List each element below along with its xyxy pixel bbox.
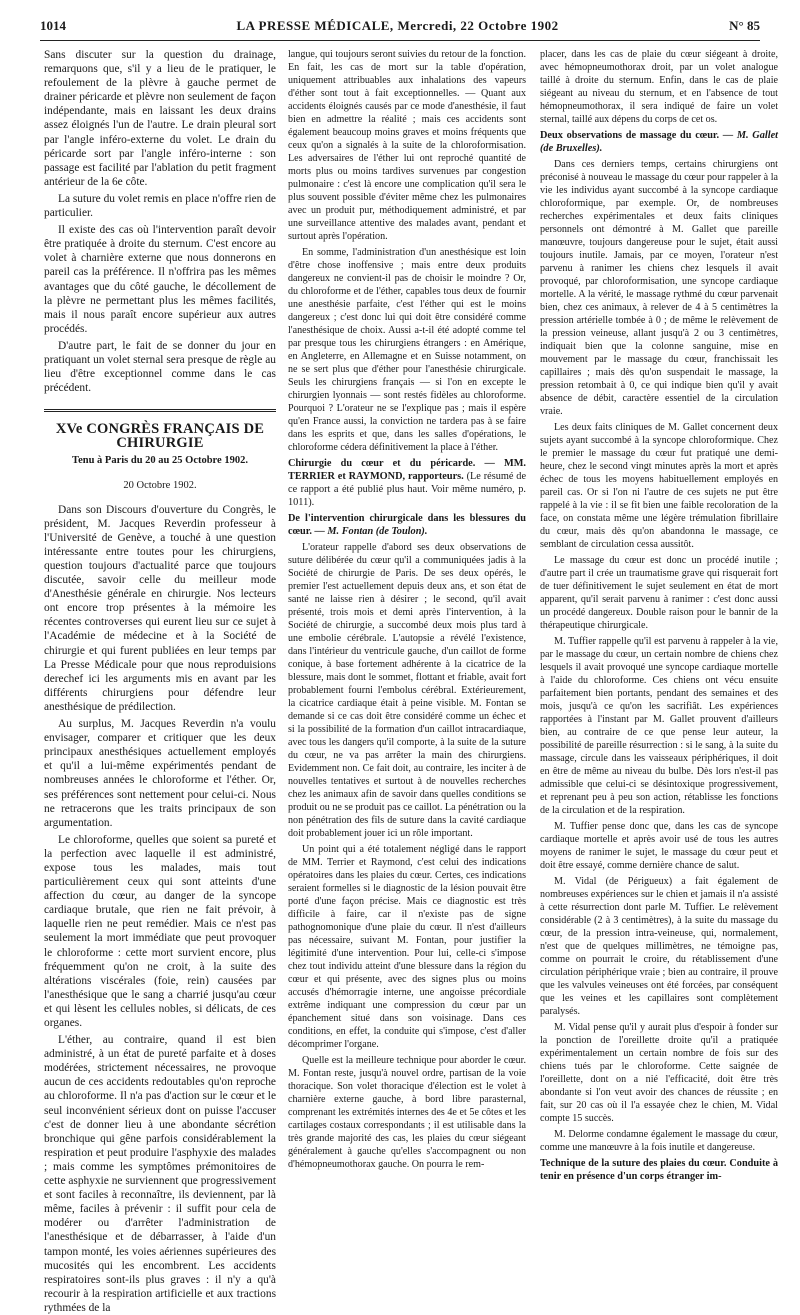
- column-2: [288, 48, 527, 1170]
- paragraph: Un point qui a été totalement négligé dans le rapport de MM. Terrier et Raymond, c'est celui des indications opératoires dans les plaies du cœur. Certes, ces indications seraient formelles si le diagnostic de la lésion pouvait être porté d'une façon précise. Mais ce diagnostic est très difficile à faire, car il n'existe pas de signe pathognomonique d'une plaie du cœur. Il n'est d'ailleurs pas nécessaire, suivant M. Fontan, pour justifier la légitimité d'une intervention. Pour lui, celle-ci s'impose chez tout individu atteint d'une blessure dans la région du cœur et qui présente, avec des signes plus ou moins accusés d'hémorragie interne, une angoisse précordiale extrême indiquant une compression du cœur par un épanchement situé dans son voisinage. Dans ces conditions, en effet, la conduite qui s'impose, c'est d'aller décomprimer l'organe.: [288, 844, 526, 1050]
- paragraph: M. Delorme condamne également le massage du cœur, comme une manœuvre à la fois inutile et dangereuse.: [540, 1129, 778, 1153]
- section-heading: [288, 512, 526, 538]
- section-heading: [288, 457, 526, 509]
- column-3: [540, 48, 778, 1182]
- section-title: Chirurgie du cœur et du péricarde. — MM. TERRIER et RAYMOND, rapporteurs.: [288, 458, 526, 482]
- paragraph: Dans son Discours d'ouverture du Congrès, le président, M. Jacques Reverdin professeur à l'Université de Genève, a touché à une question intéressante entre toutes pour les chirurgiens, question toujours d'actualité parce que toujours discutée, savoir celle du meilleur mode d'Anesthésie générale en chirurgie. Nos lecteurs ont encore trop présentes à la mémoire les récentes controverses qui eurent lieu sur ce sujet à l'Académie de médecine et à la Société de chirurgie et qui furent publiées en leur temps par La Presse Médicale pour que nous reproduisions derechef ici les arguments mis en avant par les différents chirurgiens pour défendre leur anesthésique de prédilection.: [44, 503, 276, 713]
- paragraph: Quelle est la meilleure technique pour aborder le cœur. M. Fontan reste, jusqu'à nouvel ordre, partisan de la voie thoracique. Son volet thoracique d'élection est le volet à charnière externe gauche, à bord libre parasternal, comprenant les extrémités internes des 4e et 5e côtes et les cartilages costaux correspondants ; il est utilisable dans la très grande majorité des cas, les plaies du cœur siégeant généralement à gauche qu'elles s'accompagnent ou non d'hémopneumothorax gauche. On pourra le rem-: [288, 1055, 526, 1170]
- section-author: — M. Gallet (de Bruxelles).: [540, 130, 778, 154]
- journal-name: LA PRESSE MÉDICALE,: [236, 18, 394, 33]
- running-header: [40, 18, 760, 38]
- paragraph: Le chloroforme, quelles que soient sa pureté et la perfection avec laquelle il est administré, expose tous les malades, mais tout particulièrement ceux qui sont atteints d'une affection du cœur, au danger de la syncope cardiaque brutale, que rien ne fait prévoir, à laquelle rien ne peut remédier. Mais ce n'est pas seulement la mort immédiate que peut provoquer le chloroforme : cette mort survient encore, plus fréquemment qu'on ne croit, à la suite des altérations viscérales (foie, rein) causées par l'anesthésique que le sang a charrié jusqu'au cœur et qui lèsent les cellules nobles, si délicats, de ces organes.: [44, 833, 276, 1029]
- session-date: 20 Octobre 1902.: [123, 479, 197, 491]
- paragraph: Le massage du cœur est donc un procédé inutile ; d'autre part il crée un traumatisme grave qui risquerait fort de tuer définitivement le sujet seulement en état de mort apparent, qu'il serait parvenu à ranimer : c'est donc aussi un procédé dangereux. Double raison pour le bannir de la thérapeutique chirurgicale.: [540, 555, 778, 631]
- paragraph: M. Vidal pense qu'il y aurait plus d'espoir à fonder sur la ponction de l'oreillette droite qu'il a pratiquée expérimentalement un certain nombre de fois sur des chiens tués par le chloroforme. Cette saignée de l'oreillette, dont on a nié l'efficacité, doit être très abondante si l'on veut avoir des chances de réussite ; en fait, sur 20 cas où il l'a essayée chez le chien, M. Vidal compte 15 succès.: [540, 1022, 778, 1124]
- column-1: [44, 48, 276, 1314]
- paragraph: En somme, l'administration d'un anesthésique est loin d'être chose inoffensive ; mais entre deux produits dangereux ne convient-il pas de choisir le moindre ? Or, du chloroforme et de l'éther, capables tous deux de fournir une anesthésie parfaite, c'est l'éther qui est le moins dangereux ; c'est donc lui qui doit être considéré comme l'anesthésique de choix. Aussi a-t-il été adopté comme tel par presque tous les chirurgiens étrangers : en Amérique, en Angleterre, en Allemagne et en Suisse notamment, on ne se sert plus que d'éther pour l'anesthésie chirurgicale. Seuls les chirurgiens français — si l'on en excepte le chirurgien lyonnais — sont restés fidèles au chloroforme. Pourquoi ? L'orateur ne se l'explique pas ; mais il espère qu'en France aussi, la conviction ne tardera pas à se faire dans les esprits et que, dans les salles d'opérations, le chloroforme cédera définitivement la place à l'éther.: [288, 247, 526, 453]
- paragraph: L'éther, au contraire, quand il est bien administré, à un état de pureté parfaite et à doses modérées, strictement nécessaires, ne provoque aucun de ces accidents redoutables qu'on reproche au chloroforme. Il n'a pas d'action sur le cœur et le seul inconvénient sérieux dont on puisse l'accuser c'est de donner lieu à une abondante sécrétion bronchique qui gêne parfois considérablement la respiration et peut produire l'asphyxie des malades ; mais comme les symptômes prémonitoires de cette asphyxie ne surviennent que progressivement et sont faciles à reconnaître, ils deviennent, par là même, faciles à prévenir : il suffit pour cela de modérer ou d'arrêter l'administration de l'anesthésique et de débarrasser, à l'aide d'un tampon monté, les voies aériennes supérieures des mucosités qui les encombrent. Les accidents respiratoires sont-ils plus graves : il n'y a qu'à recourir à la respiration artificielle et aux tractions rythmées de la: [44, 1034, 276, 1314]
- section-divider: [44, 409, 276, 412]
- section-title: De l'intervention chirurgicale dans les blessures du cœur.: [288, 513, 526, 537]
- paragraph: placer, dans les cas de plaie du cœur siégeant à droite, avec hémopneumothorax droit, par un volet analogue taillé à droite du sternum. Enfin, dans le cas de plaie siégeant au niveau du sternum, et en l'absence de tout hémopneumothorax, il sera indiqué de faire un volet sternal, taillé aux dépens du corps de cet os.: [540, 49, 778, 125]
- paragraph: M. Vidal (de Périgueux) a fait également de nombreuses expériences sur le chien et jamais il n'a assisté à cette résurrection dont parle M. Tuffier. Le relèvement considérable (2 à 3 centimètres), à la suite du massage du cœur, de la pression intra-veineuse, qui, normalement, n'est que de quelques millimètres, ne témoigne pas, comme on pourrait le croire, du rétablissement d'une circulation périphérique vraie ; bien au contraire, il prouve que les valvules veineuses ont été forcées, par conséquent que les veines et les capillaires sont complètement paralysés.: [540, 876, 778, 1017]
- section-author: — M. Fontan (de Toulon).: [314, 526, 428, 537]
- section-title: Deux observations de massage du cœur.: [540, 130, 720, 141]
- paragraph: M. Tuffier pense donc que, dans les cas de syncope cardiaque mortelle et après avoir usé de tous les autres moyens de ranimer le sujet, le massage du cœur peut et doit être essayé, comme dernière chance de salut.: [540, 821, 778, 871]
- issue-number: N° 85: [729, 18, 760, 33]
- paragraph: L'orateur rappelle d'abord ses deux observations de suture délibérée du cœur qu'il a communiquées jadis à la Société de chirurgie de Paris. De ses deux opérés, le premier l'est actuellement depuis deux ans, et son état de santé ne laisse rien à désirer ; le second, qu'il avait présenté, trois mois et demi après l'intervention, à la Société de chirurgie, a succombé deux mois plus tard à une embolie cérébrale. L'autopsie a révélé l'existence, dans l'intérieur du ventricule gauche, d'un caillot de forme conique, à base fortement adhérente à la cicatrice de la blessure, mais dont le sommet, flottant et friable, avait fort probablement fourni l'embolus cérébral. Extérieurement, la cicatrice cardiaque était à peine visible. M. Fontan se demande si ce cas doit être considéré comme un échec et si la possibilité de la formation d'un caillot intracardiaque, avec tous les dangers qu'il comporte, à la suite de la suture du cœur, ne va pas arrêter la main des chirurgiens. Evidemment non. Ce fait doit, au contraire, les inciter à de nouvelles tentatives et surtout à de nouvelles recherches chez les animaux afin de savoir dans quelles conditions se produit ou ne se produit pas ce caillot. La pénétration ou la non pénétration des fils de suture dans la cavité cardiaque doit probablement jouer ici un rôle important.: [288, 542, 526, 839]
- paragraph: Les deux faits cliniques de M. Gallet concernent deux sujets ayant succombé à la syncope chloroformique. Chez le premier le massage du cœur fut pratiqué une demi-heure, chez le second vingt minutes après la mort et après échec de tous les moyens habituellement employés en pareil cas. Or si l'on ni l'autre de ces sujets ne put être rappelé à la vie : il se fit bien une faible recoloration de la face, on constata même une légère trémulation fibrillaire du cœur, mais dès qu'on abandonna le massage, ce semblant de circulation cessa aussitôt.: [540, 422, 778, 550]
- paragraph: langue, qui toujours seront suivies du retour de la fonction. En fait, les cas de mort sur la table d'opération, uniquement attribuables aux inhalations des vapeurs d'éther sont tout à fait exceptionnelles. — Quant aux accidents éloignés causés par ce mode d'anesthésie, il faut bien en admettre la réalité ; mais ces accidents sont également beaucoup moins graves et moins fréquents que ceux qu'on a signalés à la suite de la chloroformisation. Les adversaires de l'éther lui ont reproché quantité de morts plus ou moins tardives survenues par congestion pulmonaire : c'est là encore une complication qu'il sera le plus souvent possible d'éviter même chez les pulmonaires avec un produit pur, méthodiquement administré, et par une surveillance attentive des malades avant, pendant et surtout après l'opération.: [288, 49, 526, 242]
- congress-subtitle: Tenu à Paris du 20 au 25 Octobre 1902.: [72, 455, 248, 467]
- page-number: 1014: [40, 18, 66, 33]
- paragraph: La suture du volet remis en place n'offre rien de particulier.: [44, 192, 276, 220]
- section-heading: [540, 129, 778, 155]
- paragraph: Sans discuter sur la question du drainage, remarquons que, s'il y a lieu de le pratiquer, le refoulement de la plèvre à gauche permet de drainer péricarde et plèvre non seulement de façon indépendante, mais en laissant les deux drains assez éloignés l'un de l'autre. Le drain pleural sort par l'angle inféro-externe du volet. Le drain du péricarde sort par l'angle inféro-interne : son passage est facilité par l'ablation du petit fragment antérieur de la 6e côte.: [44, 49, 276, 188]
- section-note: (Le résumé de ce rapport a été publié plus haut. Voir même numéro, p. 1011).: [288, 471, 527, 508]
- paragraph: Il existe des cas où l'intervention paraît devoir être pratiquée à droite du sternum. C'est encore au volet à charnière externe que nous donnerons en pareil cas la préférence. Il n'offrira pas les mêmes avantages que du côté gauche, le décollement de la plèvre ne permettant plus les mêmes facilités, mais il nous paraît encore supérieur aux autres procédés.: [44, 224, 276, 335]
- congress-title: XVe CONGRÈS FRANÇAIS DE CHIRURGIE: [55, 421, 265, 452]
- journal-title: [236, 18, 558, 34]
- issue-date: Mercredi, 22 Octobre 1902: [397, 18, 559, 33]
- paragraph: M. Tuffier rappelle qu'il est parvenu à rappeler à la vie, par le massage du cœur, un certain nombre de chiens chez lesquels il avait provoqué une syncope cardiaque mortelle à l'aide du chloroforme. Ces chiens ont vécu ensuite parfaitement bien portants, pendant des semaines et des mois, jusqu'à ce qu'on les sacrifiât. Les expériences rapportées à l'instant par M. Gallet prouvent d'ailleurs bien, au contraire de ce que pense leur auteur, la possibilité de pareille résurrection : si le sang, à la suite du massage, circule dans les vaisseaux périphériques, il doit en être de même au niveau du bulbe. Dès lors n'est-il pas admissible que celui-ci se désintoxique progressivement, et reprenant peu à peu son action, rétablisse les fonctions de la circulation et de la respiration.: [540, 636, 778, 816]
- header-rule: [40, 40, 760, 41]
- paragraph: Au surplus, M. Jacques Reverdin n'a voulu envisager, comparer et critiquer que les deux principaux anesthésiques actuellement employés et qu'il a lui-même expérimentés pendant de nombreuses années le chloroforme et l'éther. Or, ses préférences sont nettement pour celui-ci. Nous ne retracerons que les traits principaux de son argumentation.: [44, 718, 276, 829]
- paragraph: Dans ces derniers temps, certains chirurgiens ont préconisé à nouveau le massage du cœur pour rappeler à la vie les individus ayant succombé à la syncope cardiaque chloroformique, par exemple. Or, de nombreuses recherches expérimentales et deux faits cliniques personnels ont démontré à M. Gallet que pareille manœuvre, toujours dangereuse pour le sujet, était aussi toujours inutile. Jamais, par ce moyen, l'orateur n'est parvenu à ranimer les chiens chez lesquels il avait provoqué, par chloroformisation, une syncope cardiaque mortelle. A la vérité, le massage rythmé du cœur parvenait bien, chez ces animaux, à relever de 4 à 5 centimètres la pression artérielle tombée à 0 ; de même le relèvement de la pression veineuse, allant jusqu'à 2 ou 3 centimètres, indiquait bien que la colonne sanguine, mise en mouvement par le massage du cœur, franchissait les capillaires ; mais dès qu'on suspendait le massage, la pression retombait à 0, ce qui indique bien qu'il y avait absence de débit, caractère essentiel de la circulation vraie.: [540, 159, 778, 417]
- paragraph: D'autre part, le fait de se donner du jour en pratiquant un volet sternal sera presque de règle au lieu d'être exceptionnel comme dans le cas précédent.: [44, 339, 276, 395]
- section-title: Technique de la suture des plaies du cœur. Conduite à tenir en présence d'un corps étranger im-: [540, 1158, 778, 1182]
